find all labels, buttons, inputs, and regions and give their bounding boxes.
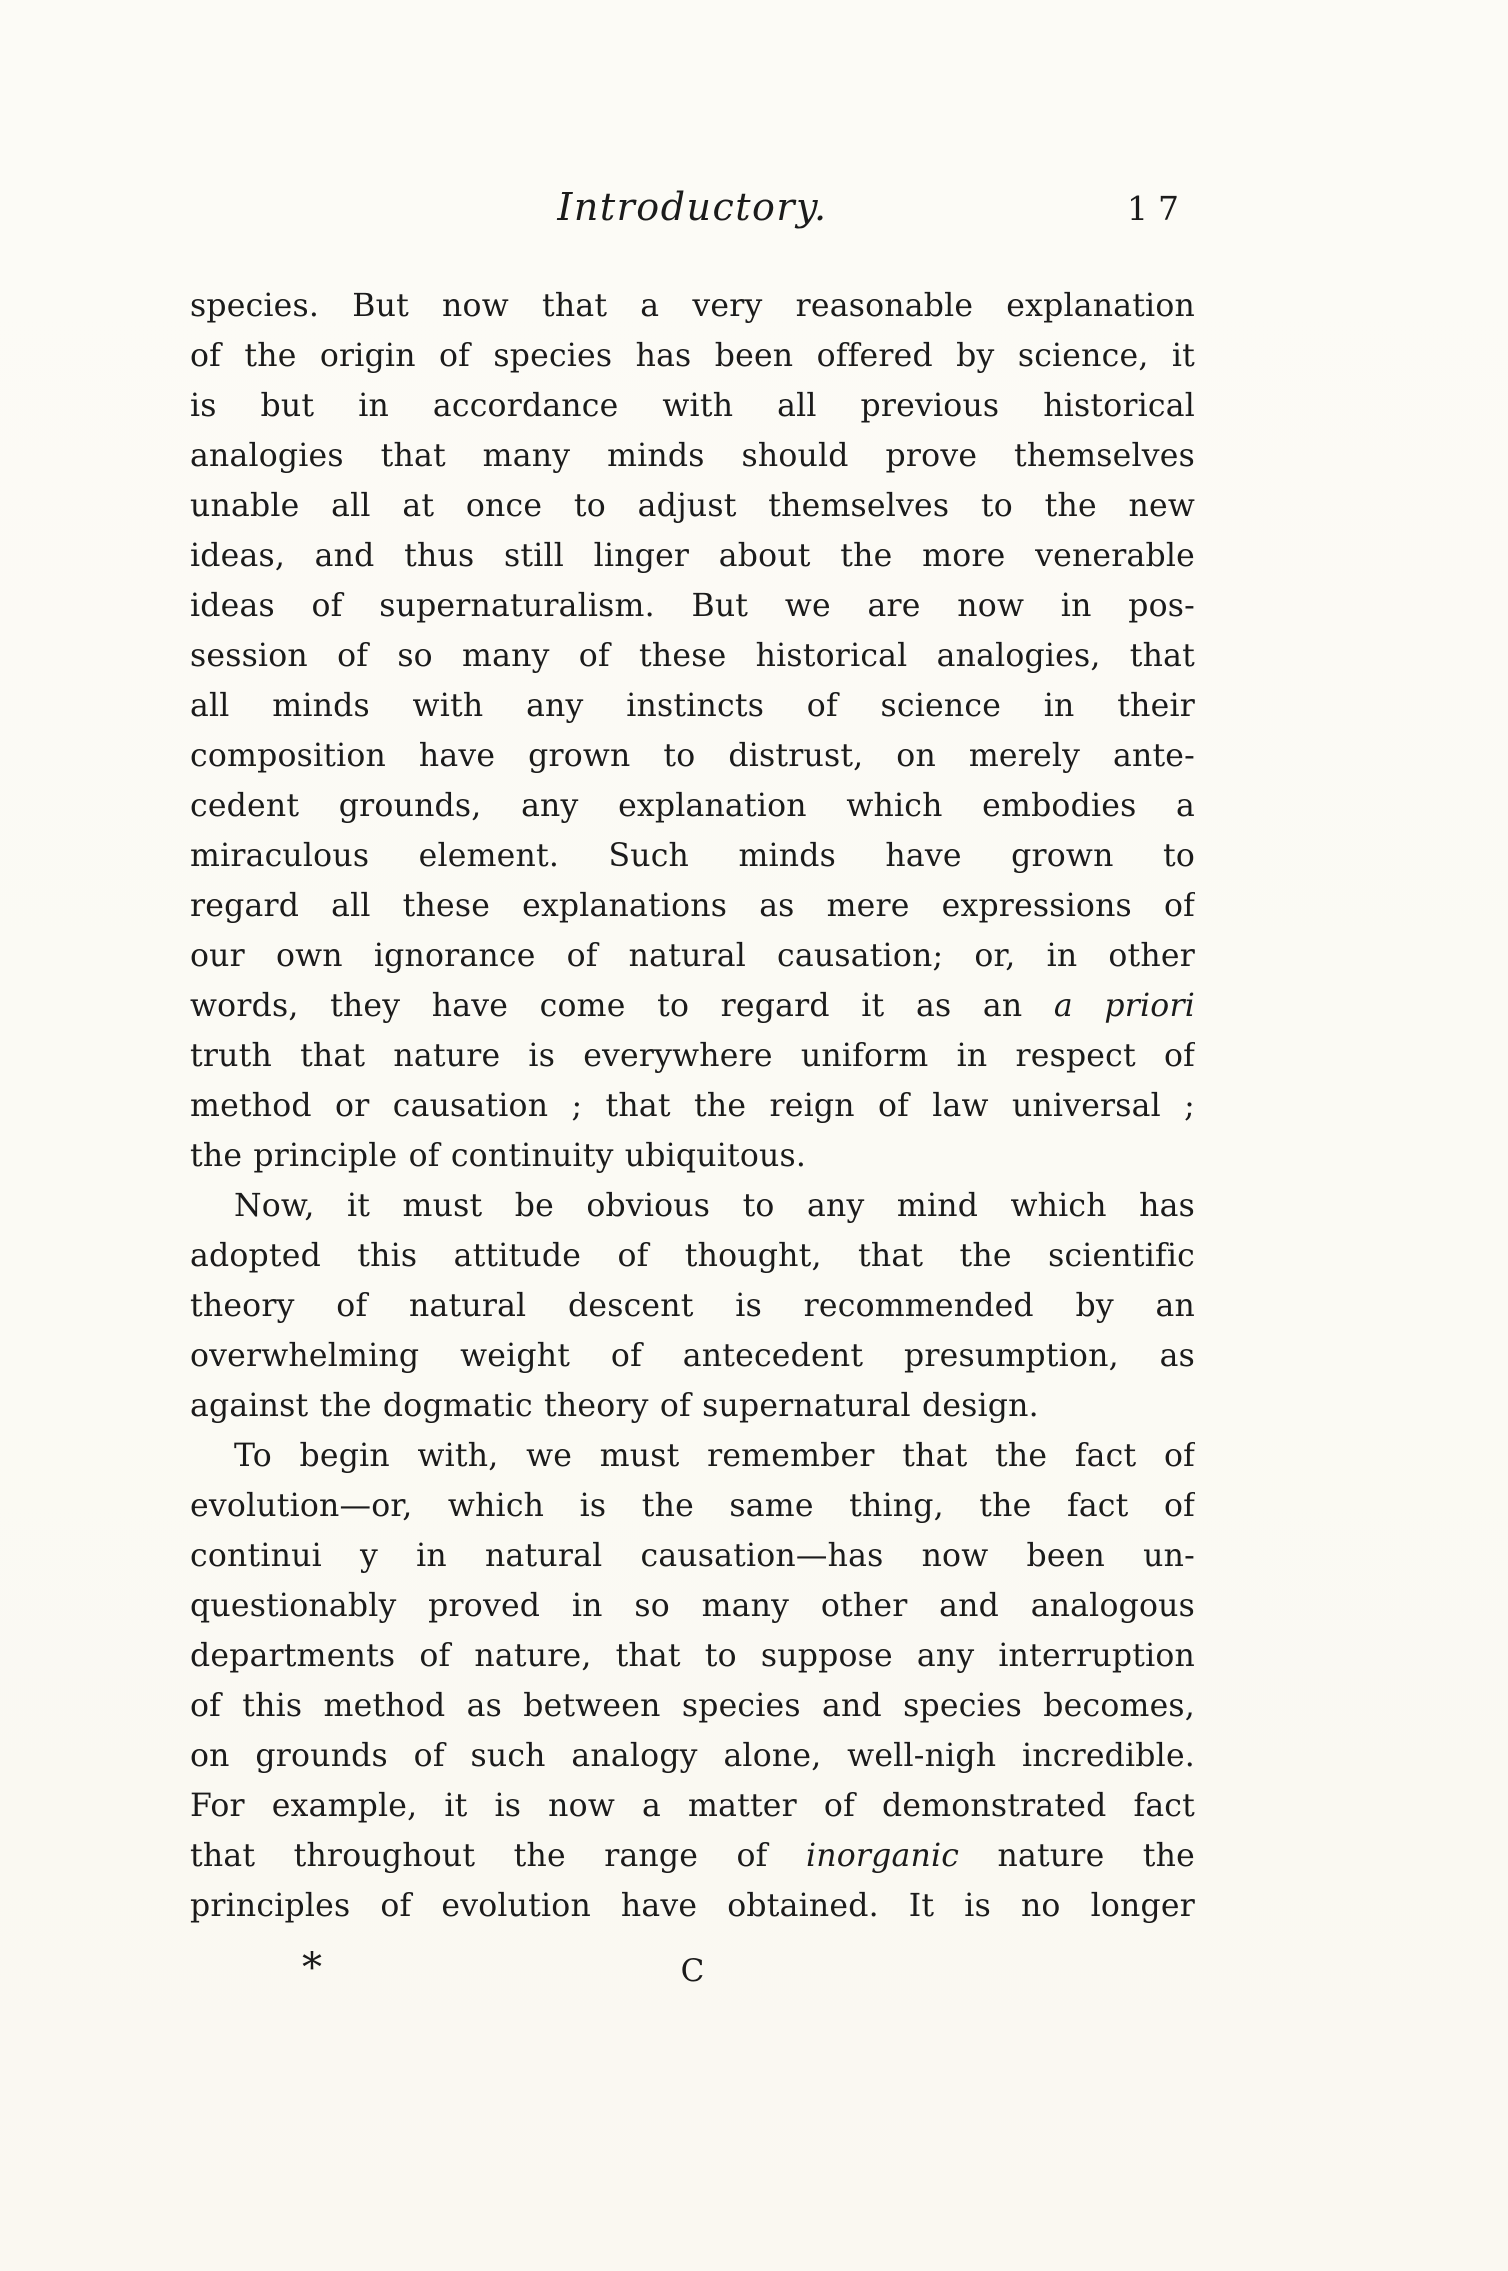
text-line: our own ignorance of natural causation; or, in other xyxy=(190,938,1195,974)
footnote-asterisk: * xyxy=(302,1945,322,1991)
text-line: overwhelming weight of antecedent presumption, as xyxy=(190,1338,1195,1374)
text-line: adopted this attitude of thought, that the scientific xyxy=(190,1238,1195,1274)
text-line: that throughout the range of inorganic nature the xyxy=(190,1838,1195,1874)
text-line: unable all at once to adjust themselves to the new xyxy=(190,488,1195,524)
text-line: miraculous element. Such minds have grown to xyxy=(190,838,1195,874)
signature-mark: C xyxy=(680,1953,705,1989)
text-line: method or causation ; that the reign of law universal ; xyxy=(190,1088,1195,1124)
text-line: questionably proved in so many other and analogous xyxy=(190,1588,1195,1624)
text-line: regard all these explanations as mere expressions of xyxy=(190,888,1195,924)
page-title: Introductory. xyxy=(557,185,828,229)
text-line: For example, it is now a matter of demonstrated fact xyxy=(190,1788,1195,1824)
text-line: theory of natural descent is recommended by an xyxy=(190,1288,1195,1324)
text-line: words, they have come to regard it as an a priori xyxy=(190,988,1195,1024)
text-line: evolution—or, which is the same thing, the fact of xyxy=(190,1488,1195,1524)
text-line: analogies that many minds should prove themselves xyxy=(190,438,1195,474)
page-header xyxy=(190,185,1195,251)
text-line: against the dogmatic theory of supernatural design. xyxy=(190,1388,1039,1424)
text-block xyxy=(190,185,1195,2009)
text-line: session of so many of these historical analogies, that xyxy=(190,638,1195,674)
page-footer xyxy=(190,1945,1195,2009)
text-line: of this method as between species and species becomes, xyxy=(190,1688,1195,1724)
page-number: 17 xyxy=(1127,189,1189,228)
text-line: principles of evolution have obtained. It is no longer xyxy=(190,1888,1195,1924)
text-line: departments of nature, that to suppose any interruption xyxy=(190,1638,1195,1674)
text-line: ideas, and thus still linger about the more venerable xyxy=(190,538,1195,574)
text-line: of the origin of species has been offered by science, it xyxy=(190,338,1195,374)
text-line: species. But now that a very reasonable explanation xyxy=(190,288,1195,324)
paragraph xyxy=(190,1181,1195,1431)
text-line: ideas of supernaturalism. But we are now in pos- xyxy=(190,588,1195,624)
text-line: composition have grown to distrust, on merely ante- xyxy=(190,738,1195,774)
paragraph xyxy=(190,281,1195,1181)
text-line: continui y in natural causation—has now been un- xyxy=(190,1538,1195,1574)
paragraph xyxy=(190,1431,1195,1931)
text-line: To begin with, we must remember that the fact of xyxy=(234,1438,1195,1474)
text-line: on grounds of such analogy alone, well-nigh incredible. xyxy=(190,1738,1195,1774)
text-line: Now, it must be obvious to any mind which has xyxy=(234,1188,1195,1224)
text-line: truth that nature is everywhere uniform in respect of xyxy=(190,1038,1195,1074)
text-line: all minds with any instincts of science in their xyxy=(190,688,1195,724)
page-body xyxy=(190,281,1195,1931)
text-line: cedent grounds, any explanation which embodies a xyxy=(190,788,1195,824)
text-line: the principle of continuity ubiquitous. xyxy=(190,1138,807,1174)
text-line: is but in accordance with all previous historical xyxy=(190,388,1195,424)
